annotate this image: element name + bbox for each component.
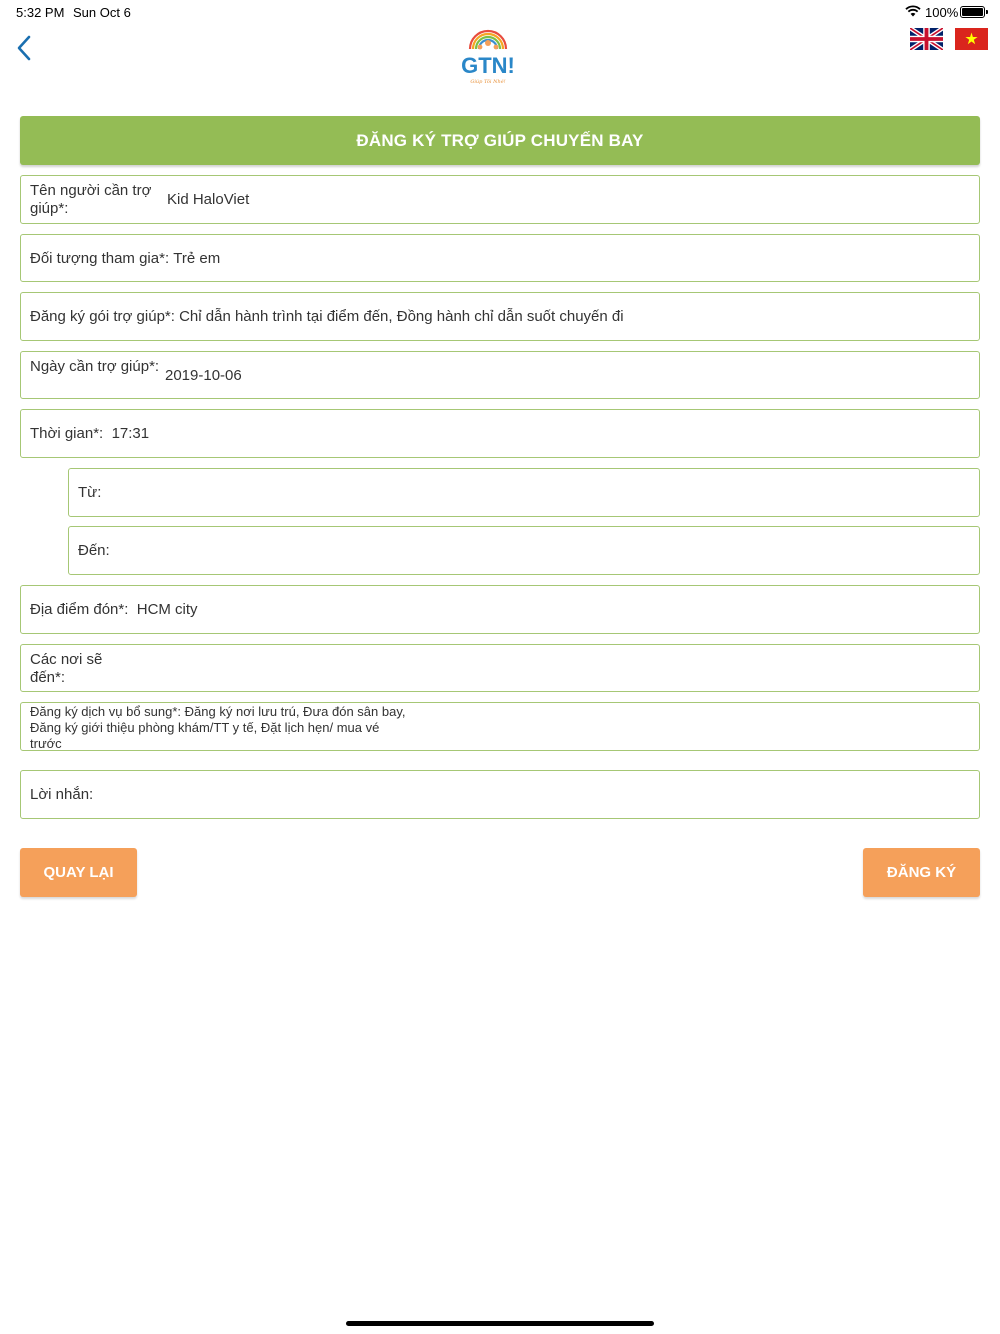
package-value: Chỉ dẫn hành trình tại điểm đến, Đồng hành chỉ dẫn suốt chuyến đi: [179, 308, 624, 325]
from-label: Từ:: [78, 484, 102, 501]
logo-text: GTN!: [461, 53, 515, 78]
name-field[interactable]: [20, 175, 980, 224]
time-label-text: Thời gian*:: [30, 425, 104, 442]
wifi-icon: [905, 5, 921, 20]
form-title: ĐĂNG KÝ TRỢ GIÚP CHUYẾN BAY: [20, 116, 980, 165]
pickup-value: HCM city: [136, 601, 198, 618]
from-field[interactable]: [68, 468, 980, 517]
package-label: [30, 293, 624, 340]
message-field[interactable]: [20, 770, 980, 819]
home-indicator[interactable]: [346, 1321, 654, 1326]
message-label: Lời nhắn:: [30, 786, 94, 803]
time-label: [30, 410, 149, 457]
extra-services-label-text: Đăng ký dịch vụ bổ sung*:: [30, 704, 182, 719]
vietnam-flag-icon[interactable]: [955, 28, 988, 50]
battery-icon: [960, 6, 985, 18]
date-value: 2019-10-06: [165, 366, 242, 384]
pickup-field[interactable]: [20, 585, 980, 634]
back-button[interactable]: [10, 30, 42, 66]
destinations-label: Các nơi sẽ đến*:: [30, 651, 103, 686]
back-form-button[interactable]: QUAY LẠI: [20, 848, 137, 897]
submit-button[interactable]: ĐĂNG KÝ: [863, 848, 980, 897]
extra-services-label: [30, 704, 410, 751]
logo: [460, 27, 516, 89]
status-date: Sun Oct 6: [73, 5, 131, 20]
participant-field[interactable]: [20, 234, 980, 282]
date-label: Ngày cần trợ giúp*:: [30, 358, 160, 375]
time-value: 17:31: [111, 425, 150, 442]
extra-services-value: Đăng ký nơi lưu trú, Đưa đón sân bay, Đăng ký giới thiệu phòng khám/TT y tế, Đặt lịch hẹn/ mua vé trước: [30, 704, 406, 751]
pickup-label: [30, 586, 198, 633]
logo-mark-icon: [460, 27, 516, 79]
destinations-field[interactable]: [20, 644, 980, 692]
time-field[interactable]: [20, 409, 980, 458]
to-field[interactable]: [68, 526, 980, 575]
status-time: 5:32 PM: [16, 5, 65, 20]
logo-tagline: Giúp Tôi Nhé!: [470, 79, 506, 85]
name-value: Kid HaloViet: [167, 191, 250, 208]
date-field[interactable]: [20, 351, 980, 399]
participant-label-text: Đối tượng tham gia*:: [30, 249, 170, 267]
participant-label: [30, 235, 220, 281]
participant-value: Trẻ em: [173, 249, 221, 267]
battery-percent: 100%: [925, 5, 959, 20]
pickup-label-text: Địa điểm đón*:: [30, 601, 129, 618]
name-label: Tên người cần trợ giúp*:: [30, 182, 152, 217]
chevron-left-icon: [10, 30, 42, 66]
package-label-text: Đăng ký gói trợ giúp*:: [30, 308, 175, 325]
to-label: Đến:: [78, 542, 110, 559]
status-bar: [0, 0, 1000, 24]
uk-flag-icon[interactable]: [910, 28, 943, 50]
package-field[interactable]: [20, 292, 980, 341]
extra-services-field[interactable]: [20, 702, 980, 751]
